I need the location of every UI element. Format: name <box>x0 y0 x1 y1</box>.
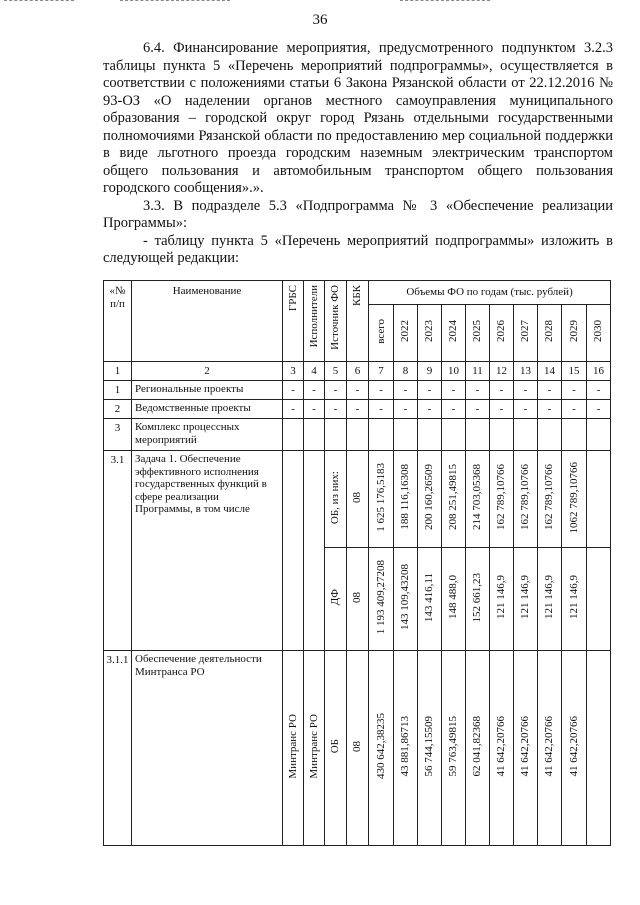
dash-cell: - <box>562 381 587 400</box>
dash-cell: - <box>538 400 562 419</box>
row-num: 3.1.1 <box>104 651 132 846</box>
column-number-row <box>104 362 611 381</box>
dash-cell: - <box>304 381 325 400</box>
document-body <box>103 40 613 268</box>
value-cell: 56 744,15509 <box>418 651 442 846</box>
empty-cell <box>490 419 514 451</box>
column-number: 1 <box>104 362 132 381</box>
kbk-cell: 08 <box>347 548 369 651</box>
value-cell: 121 146,9 <box>562 548 587 651</box>
dash-cell: - <box>369 400 394 419</box>
dash-cell: - <box>347 381 369 400</box>
source-cell: ОБ, из них: <box>325 451 347 548</box>
dash-cell: - <box>347 400 369 419</box>
value-cell: 200 160,26509 <box>418 451 442 548</box>
header-year-2029: 2029 <box>562 305 587 362</box>
empty-cell <box>514 419 538 451</box>
kbk-cell: 08 <box>347 451 369 548</box>
header-row-top <box>104 281 611 305</box>
dash-cell: - <box>490 381 514 400</box>
value-cell: 121 146,9 <box>514 548 538 651</box>
row-num: 3 <box>104 419 132 451</box>
header-grbs: ГРБС <box>283 281 304 362</box>
empty-cell <box>369 419 394 451</box>
column-number: 16 <box>587 362 611 381</box>
table-row-complex <box>104 419 611 451</box>
value-cell: 1 625 176,5183 <box>369 451 394 548</box>
value-cell: 214 703,05368 <box>466 451 490 548</box>
column-number: 14 <box>538 362 562 381</box>
header-year-2023: 2023 <box>418 305 442 362</box>
header-kbk: КБК <box>347 281 369 362</box>
dash-cell: - <box>442 400 466 419</box>
dash-cell: - <box>466 381 490 400</box>
empty-cell <box>347 419 369 451</box>
empty-cell <box>587 548 611 651</box>
column-number: 12 <box>490 362 514 381</box>
dash-cell: - <box>325 381 347 400</box>
column-number: 11 <box>466 362 490 381</box>
paragraph-table-intro: - таблицу пункта 5 «Перечень мероприятий подпрограммы» изложить в следующей редакции: <box>103 232 613 266</box>
dash-cell: - <box>587 400 611 419</box>
value-cell: 121 146,9 <box>490 548 514 651</box>
value-cell: 41 642,20766 <box>514 651 538 846</box>
value-cell: 43 881,86713 <box>394 651 418 846</box>
table-row <box>104 381 611 400</box>
value-cell: 162 789,10766 <box>490 451 514 548</box>
header-year-2024: 2024 <box>442 305 466 362</box>
row-num: 2 <box>104 400 132 419</box>
dash-cell: - <box>514 400 538 419</box>
dash-cell: - <box>538 381 562 400</box>
value-cell: 1 193 409,27208 <box>369 548 394 651</box>
value-cell: 162 789,10766 <box>514 451 538 548</box>
row-name: Ведомственные проекты <box>132 400 283 419</box>
dash-cell: - <box>442 381 466 400</box>
empty-cell <box>394 419 418 451</box>
scan-mark <box>400 0 490 4</box>
column-number: 8 <box>394 362 418 381</box>
header-source: Источник ФО <box>325 281 347 362</box>
value-cell: 162 789,10766 <box>538 451 562 548</box>
value-cell: 121 146,9 <box>538 548 562 651</box>
kbk-cell: 08 <box>347 651 369 846</box>
empty-cell <box>304 419 325 451</box>
empty-cell <box>587 419 611 451</box>
empty-cell <box>466 419 490 451</box>
executor-cell: Минтранс РО <box>304 651 325 846</box>
value-cell: 152 661,23 <box>466 548 490 651</box>
column-number: 5 <box>325 362 347 381</box>
column-number: 3 <box>283 362 304 381</box>
header-volumes: Объемы ФО по годам (тыс. рублей) <box>369 281 611 305</box>
dash-cell: - <box>369 381 394 400</box>
value-cell: 143 109,43208 <box>394 548 418 651</box>
paragraph-3-3: 3.3. В подразделе 5.3 «Подпрограмма № 3 «Обеспечение реализации Программы»: <box>103 197 613 231</box>
dash-cell: - <box>587 381 611 400</box>
measures-table <box>103 280 611 846</box>
table-row-item <box>104 651 611 846</box>
row-name: Комплекс процессных мероприятий <box>132 419 283 451</box>
scan-mark <box>120 0 230 4</box>
value-cell: 1062 789,10766 <box>562 451 587 548</box>
header-num: «№ п/п <box>104 281 132 362</box>
source-cell: ДФ <box>325 548 347 651</box>
paragraph-6-4: 6.4. Финансирование мероприятия, предусмотренного подпунктом 3.2.3 таблицы пункта 5 «Перечень мероприятий подпрограммы», осуществляется в соответствии с положениями статьи 6 Закона Рязанской области от 22.12.2016 № 93-ОЗ «О наделении органов местного самоуправления муниципального образования – городской округ город Рязань отдельными государственными полномочиями Рязанской области по предоставлению мер социальной поддержки в виде льготного проезда городским наземным электрическим транспортом общего пользования и автомобильным транспортом общего пользования городского сообщения».». <box>103 40 613 196</box>
source-cell: ОБ <box>325 651 347 846</box>
column-number: 10 <box>442 362 466 381</box>
empty-cell <box>283 419 304 451</box>
header-year-2028: 2028 <box>538 305 562 362</box>
column-number: 4 <box>304 362 325 381</box>
value-cell: 188 116,16308 <box>394 451 418 548</box>
dash-cell: - <box>283 381 304 400</box>
grbs-cell: Минтранс РО <box>283 651 304 846</box>
table-row <box>104 400 611 419</box>
value-cell: 59 763,49815 <box>442 651 466 846</box>
value-cell: 148 488,0 <box>442 548 466 651</box>
dash-cell: - <box>418 400 442 419</box>
value-cell: 143 416,11 <box>418 548 442 651</box>
column-number: 7 <box>369 362 394 381</box>
empty-cell <box>304 451 325 651</box>
table-row-task-ob <box>104 451 611 548</box>
empty-cell <box>587 651 611 846</box>
column-number: 2 <box>132 362 283 381</box>
header-name: Наименование <box>132 281 283 362</box>
dash-cell: - <box>304 400 325 419</box>
dash-cell: - <box>562 400 587 419</box>
column-number: 15 <box>562 362 587 381</box>
empty-cell <box>562 419 587 451</box>
header-year-2030: 2030 <box>587 305 611 362</box>
column-number: 6 <box>347 362 369 381</box>
value-cell: 430 642,38235 <box>369 651 394 846</box>
dash-cell: - <box>514 381 538 400</box>
header-year-2025: 2025 <box>466 305 490 362</box>
dash-cell: - <box>466 400 490 419</box>
header-year-total: всего <box>369 305 394 362</box>
dash-cell: - <box>283 400 304 419</box>
empty-cell <box>587 451 611 548</box>
empty-cell <box>325 419 347 451</box>
column-number: 13 <box>514 362 538 381</box>
value-cell: 41 642,20766 <box>490 651 514 846</box>
empty-cell <box>442 419 466 451</box>
value-cell: 41 642,20766 <box>538 651 562 846</box>
row-name: Обеспечение деятельности Минтранса РО <box>132 651 283 846</box>
empty-cell <box>538 419 562 451</box>
dash-cell: - <box>394 400 418 419</box>
dash-cell: - <box>325 400 347 419</box>
value-cell: 208 251,49815 <box>442 451 466 548</box>
empty-cell <box>418 419 442 451</box>
column-number: 9 <box>418 362 442 381</box>
row-num: 1 <box>104 381 132 400</box>
row-name: Задача 1. Обеспечение эффективного исполнения государственных функций в сфере реализации Программы, в том числе <box>132 451 283 651</box>
page-number: 36 <box>312 12 328 28</box>
header-year-2026: 2026 <box>490 305 514 362</box>
header-executors: Исполнители <box>304 281 325 362</box>
dash-cell: - <box>490 400 514 419</box>
scan-mark <box>4 0 74 4</box>
row-num: 3.1 <box>104 451 132 651</box>
value-cell: 62 041,82368 <box>466 651 490 846</box>
value-cell: 41 642,20766 <box>562 651 587 846</box>
empty-cell <box>283 451 304 651</box>
dash-cell: - <box>418 381 442 400</box>
header-year-2022: 2022 <box>394 305 418 362</box>
dash-cell: - <box>394 381 418 400</box>
row-name: Региональные проекты <box>132 381 283 400</box>
header-year-2027: 2027 <box>514 305 538 362</box>
